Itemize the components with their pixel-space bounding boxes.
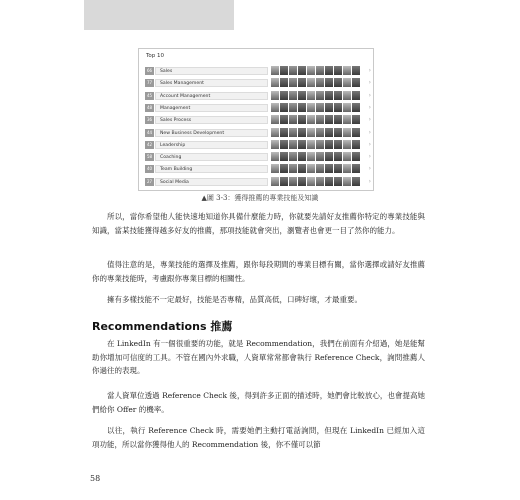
avatar[interactable] (280, 103, 288, 112)
paragraph-6: 以往，執行 Reference Check 時，需要她們主動打電話詢問，但現在 LinkedIn 已經加入這項功能，所以當你獲得他人的 Recommendation 後，你不僅可以節 (92, 426, 425, 449)
skill-bar (155, 116, 268, 124)
endorsement-count-badge: 44 (146, 129, 153, 135)
skill-bar (155, 141, 268, 149)
avatar[interactable] (325, 140, 333, 149)
avatar[interactable] (271, 78, 279, 87)
skill-bar (155, 92, 268, 100)
avatar[interactable] (307, 66, 315, 75)
paragraph-3: 擁有多樣技能不一定最好，技能是否專精，品質高低，口碑好壞，才最重要。 (107, 295, 362, 304)
chevron-right-icon[interactable]: › (368, 165, 371, 173)
avatar[interactable] (271, 177, 279, 186)
avatar[interactable] (280, 177, 288, 186)
avatar[interactable] (343, 78, 351, 87)
avatar[interactable] (325, 103, 333, 112)
section-heading: Recommendations 推薦 (92, 320, 233, 333)
skill-label: New Business Development (160, 130, 225, 136)
skill-bar (155, 104, 268, 112)
avatar[interactable] (271, 103, 279, 112)
avatar[interactable] (271, 91, 279, 100)
endorser-avatars (271, 128, 367, 138)
figure-caption: ▲圖 3-3：獲得推薦的專業技能及知識 (201, 194, 319, 202)
chevron-right-icon[interactable]: › (368, 103, 371, 111)
avatar[interactable] (271, 152, 279, 161)
endorser-avatars (271, 152, 367, 162)
skill-bar (155, 129, 268, 137)
endorser-avatars (271, 164, 367, 174)
avatar[interactable] (271, 66, 279, 75)
endorser-avatars (271, 115, 367, 125)
chevron-right-icon[interactable]: › (368, 153, 371, 161)
chevron-right-icon[interactable]: › (368, 67, 371, 74)
endorser-avatars (271, 103, 367, 113)
avatar[interactable] (352, 164, 360, 173)
avatar[interactable] (316, 152, 324, 161)
avatar[interactable] (271, 140, 279, 149)
avatar[interactable] (316, 78, 324, 87)
avatar[interactable] (325, 115, 333, 124)
avatar[interactable] (280, 152, 288, 161)
avatar[interactable] (307, 128, 315, 137)
skill-label: Account Management (160, 93, 211, 99)
skill-row[interactable] (145, 128, 369, 138)
skill-row[interactable] (145, 140, 369, 150)
avatar[interactable] (343, 66, 351, 75)
avatar[interactable] (343, 115, 351, 124)
avatar[interactable] (334, 103, 342, 112)
skill-label: Leadership (160, 142, 186, 148)
avatar[interactable] (352, 177, 360, 186)
endorsement-count-badge: 48 (146, 104, 153, 110)
avatar[interactable] (298, 140, 306, 149)
avatar[interactable] (289, 91, 297, 100)
avatar[interactable] (298, 115, 306, 124)
skill-row[interactable] (145, 103, 369, 113)
avatar[interactable] (352, 115, 360, 124)
avatar[interactable] (343, 128, 351, 137)
avatar[interactable] (289, 78, 297, 87)
avatar[interactable] (289, 177, 297, 186)
endorsement-count-badge: 42 (146, 141, 153, 147)
skill-row[interactable] (145, 164, 369, 174)
avatar[interactable] (325, 91, 333, 100)
skill-label: Sales (160, 69, 173, 74)
avatar[interactable] (298, 91, 306, 100)
avatar[interactable] (307, 152, 315, 161)
avatar[interactable] (352, 91, 360, 100)
skills-figure (138, 48, 374, 191)
skill-label: Team Building (160, 167, 193, 173)
endorser-avatars (271, 177, 367, 187)
endorsement-count-badge: 40 (146, 166, 153, 172)
avatar[interactable] (334, 91, 342, 100)
endorser-avatars (271, 140, 367, 150)
avatar[interactable] (280, 91, 288, 100)
avatar[interactable] (325, 128, 333, 137)
avatar[interactable] (334, 66, 342, 75)
avatar[interactable] (289, 115, 297, 124)
skill-bar (155, 178, 268, 186)
skill-label: Sales Management (160, 81, 204, 87)
avatar[interactable] (334, 78, 342, 87)
avatar[interactable] (271, 164, 279, 173)
avatar[interactable] (316, 177, 324, 186)
endorser-avatars (271, 66, 367, 76)
chevron-right-icon[interactable]: › (368, 79, 371, 87)
endorsement-count-badge: 77 (146, 80, 153, 86)
endorsement-count-badge: 45 (146, 92, 153, 98)
avatar[interactable] (298, 128, 306, 137)
avatar[interactable] (334, 128, 342, 137)
chevron-right-icon[interactable]: › (368, 140, 371, 148)
skill-label: Coaching (160, 155, 182, 161)
page-number: 58 (90, 474, 101, 483)
avatar[interactable] (343, 164, 351, 173)
avatar[interactable] (289, 66, 297, 75)
avatar[interactable] (316, 140, 324, 149)
avatar[interactable] (307, 177, 315, 186)
avatar[interactable] (352, 140, 360, 149)
skill-row[interactable] (145, 66, 369, 76)
avatar[interactable] (271, 115, 279, 124)
avatar[interactable] (280, 66, 288, 75)
chevron-right-icon[interactable]: › (368, 177, 371, 185)
paragraph-5: 當人資單位透過 Reference Check 後，得到許多正面的描述時，她們會比較放心，也會提高她們給你 Offer 的機率。 (92, 391, 425, 414)
avatar[interactable] (334, 164, 342, 173)
skill-row[interactable] (145, 177, 369, 187)
chevron-right-icon[interactable]: › (368, 128, 371, 136)
avatar[interactable] (325, 66, 333, 75)
avatar[interactable] (343, 140, 351, 149)
header-bar (84, 0, 234, 30)
avatar[interactable] (298, 78, 306, 87)
avatar[interactable] (316, 128, 324, 137)
avatar[interactable] (280, 164, 288, 173)
skill-label: Social Media (160, 179, 189, 185)
avatar[interactable] (316, 91, 324, 100)
avatar[interactable] (280, 128, 288, 137)
chevron-right-icon[interactable]: › (368, 91, 371, 99)
avatar[interactable] (307, 78, 315, 87)
skill-label: Management (160, 105, 191, 111)
figure-title: Top 10 (146, 53, 165, 59)
avatar[interactable] (289, 103, 297, 112)
avatar[interactable] (334, 177, 342, 186)
avatar[interactable] (307, 164, 315, 173)
avatar[interactable] (334, 152, 342, 161)
avatar[interactable] (343, 152, 351, 161)
avatar[interactable] (307, 91, 315, 100)
avatar[interactable] (289, 164, 297, 173)
avatar[interactable] (316, 66, 324, 75)
endorsement-count-badge: 36 (146, 117, 153, 123)
avatar[interactable] (289, 128, 297, 137)
skill-row[interactable] (145, 91, 369, 101)
avatar[interactable] (334, 115, 342, 124)
endorsement-count-badge: 58 (146, 154, 153, 160)
avatar[interactable] (316, 115, 324, 124)
skill-row[interactable] (145, 115, 369, 125)
avatar[interactable] (325, 152, 333, 161)
avatar[interactable] (298, 152, 306, 161)
avatar[interactable] (352, 78, 360, 87)
avatar[interactable] (316, 164, 324, 173)
avatar[interactable] (325, 177, 333, 186)
avatar[interactable] (352, 103, 360, 112)
paragraph-1: 所以，當你希望他人能快速地知道你具備什麼能力時，你就要先請好友推薦你特定的專業技能與知識，當某技能獲得越多好友的推薦，那項技能就會突出，瀏覽者也會更一目了然你的能力。 (92, 212, 425, 235)
avatar[interactable] (334, 140, 342, 149)
skill-bar (155, 153, 268, 161)
avatar[interactable] (298, 164, 306, 173)
skill-bar (155, 67, 268, 75)
skill-label: Sales Process (160, 118, 192, 124)
chevron-right-icon[interactable]: › (368, 116, 371, 124)
skill-row[interactable] (145, 78, 369, 88)
avatar[interactable] (325, 78, 333, 87)
avatar[interactable] (271, 128, 279, 137)
skill-bar (155, 165, 268, 173)
avatar[interactable] (298, 177, 306, 186)
avatar[interactable] (280, 78, 288, 87)
endorser-avatars (271, 78, 367, 88)
avatar[interactable] (343, 177, 351, 186)
endorsement-count-badge: 27 (146, 178, 153, 184)
avatar[interactable] (343, 103, 351, 112)
avatar[interactable] (307, 115, 315, 124)
avatar[interactable] (352, 152, 360, 161)
avatar[interactable] (352, 128, 360, 137)
endorsement-count-badge: 66 (146, 68, 153, 73)
avatar[interactable] (307, 103, 315, 112)
skill-bar (155, 79, 268, 87)
avatar[interactable] (325, 164, 333, 173)
avatar[interactable] (280, 140, 288, 149)
avatar[interactable] (343, 91, 351, 100)
avatar[interactable] (352, 66, 360, 75)
paragraph-2: 值得注意的是，專業技能的選擇及推薦，跟你每段期間的專業目標有關，當你選擇或請好友推薦你的專業技能時，考慮跟你專業目標的相關性。 (92, 260, 425, 283)
avatar[interactable] (289, 152, 297, 161)
avatar[interactable] (280, 115, 288, 124)
endorser-avatars (271, 91, 367, 101)
avatar[interactable] (298, 66, 306, 75)
avatar[interactable] (289, 140, 297, 149)
paragraph-4: 在 LinkedIn 有一個很重要的功能，就是 Recommendation，我們在前面有介紹過，她是能幫助你增加可信度的工具。不管在國內外求職，人資單常常都會執行 Reference Check，詢問推薦人你過往的表現。 (92, 339, 425, 375)
avatar[interactable] (316, 103, 324, 112)
skill-row[interactable] (145, 152, 369, 162)
avatar[interactable] (307, 140, 315, 149)
avatar[interactable] (298, 103, 306, 112)
